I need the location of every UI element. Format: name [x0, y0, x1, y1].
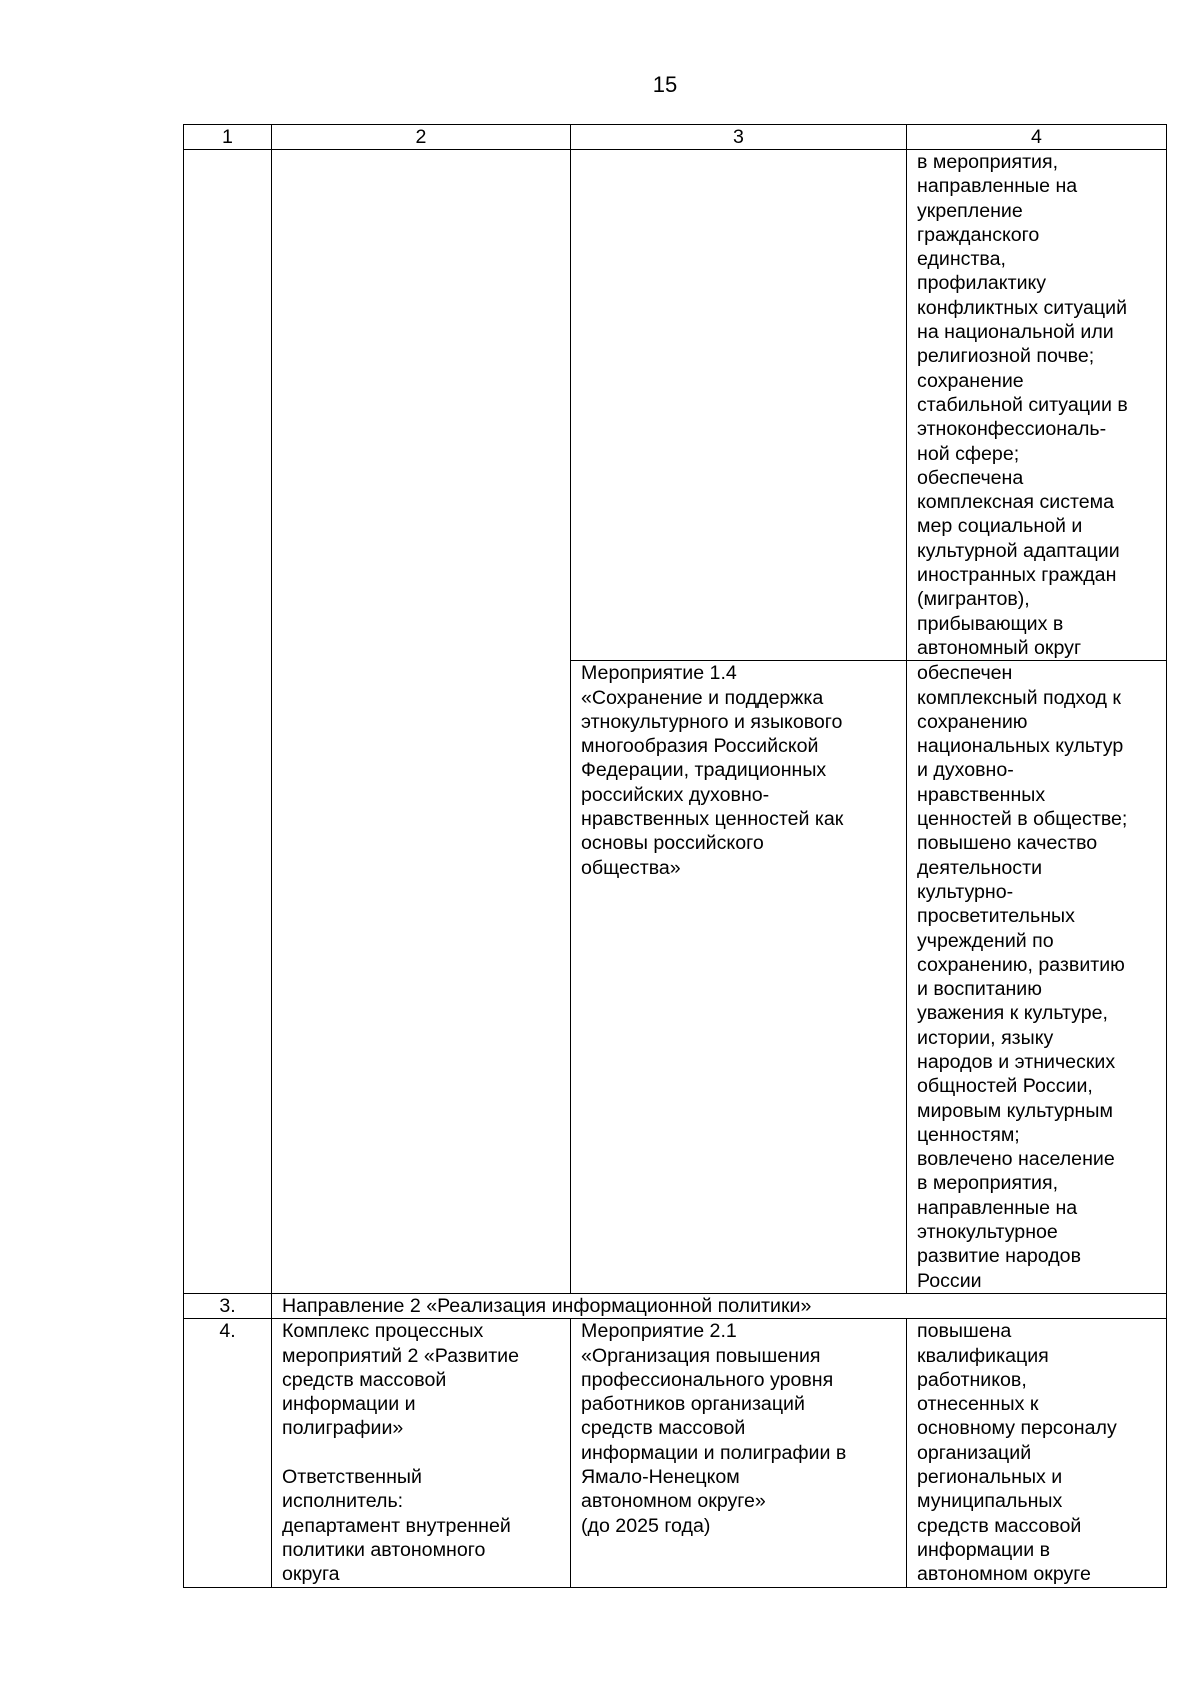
- header-row: [184, 125, 1167, 150]
- header-cell-1: 1: [184, 125, 272, 150]
- result-cell: повышена квалификация работников, отнесенных к основному персоналу организаций региональных и муниципальных средств массовой информации в автономном округе: [907, 1319, 1167, 1587]
- table-row: [184, 1293, 1167, 1318]
- header-cell-3: 3: [571, 125, 907, 150]
- complex-cell: Комплекс процессных мероприятий 2 «Развитие средств массовой информации и полиграфии» Ответственный исполнитель: департамент внутренней политики автономного округа: [272, 1319, 571, 1587]
- result-cell: в мероприятия, направленные на укрепление гражданского единства, профилактику конфликтных ситуаций на национальной или религиозной почве; сохранение стабильной ситуации в этноконфессиональ- ной сфере; обеспечена комплексная система мер социальной и культурной адаптации иностранных граждан (мигрантов), прибывающих в автономный округ: [907, 150, 1167, 661]
- page-number: 15: [652, 72, 678, 97]
- row-number-cell: [184, 150, 272, 1294]
- measure-cell: Мероприятие 1.4 «Сохранение и поддержка этнокультурного и языкового многообразия Российской Федерации, традиционных российских духовно- нравственных ценностей как основы российского общества»: [571, 661, 907, 1294]
- row-number-cell: 3.: [184, 1293, 272, 1318]
- program-table: [183, 124, 1167, 1588]
- measure-cell: Мероприятие 2.1 «Организация повышения профессионального уровня работников организаций средств массовой информации и полиграфии в Ямало-Ненецком автономном округе» (до 2025 года): [571, 1319, 907, 1587]
- row-number-cell: 4.: [184, 1319, 272, 1587]
- table-row: [184, 1319, 1167, 1587]
- header-cell-4: 4: [907, 125, 1167, 150]
- measure-cell: [571, 150, 907, 661]
- result-cell: обеспечен комплексный подход к сохранению национальных культур и духовно- нравственных ценностей в обществе; повышено качество деятельности культурно- просветительных учреждений по сохранению, развитию и воспитанию уважения к культуре, истории, языку народов и этнических общностей России, мировым культурным ценностям; вовлечено население в мероприятия, направленные на этнокультурное развитие народов России: [907, 661, 1167, 1294]
- header-cell-2: 2: [272, 125, 571, 150]
- complex-cell: [272, 150, 571, 1294]
- table-row: [184, 150, 1167, 661]
- direction-cell: Направление 2 «Реализация информационной политики»: [272, 1293, 1167, 1318]
